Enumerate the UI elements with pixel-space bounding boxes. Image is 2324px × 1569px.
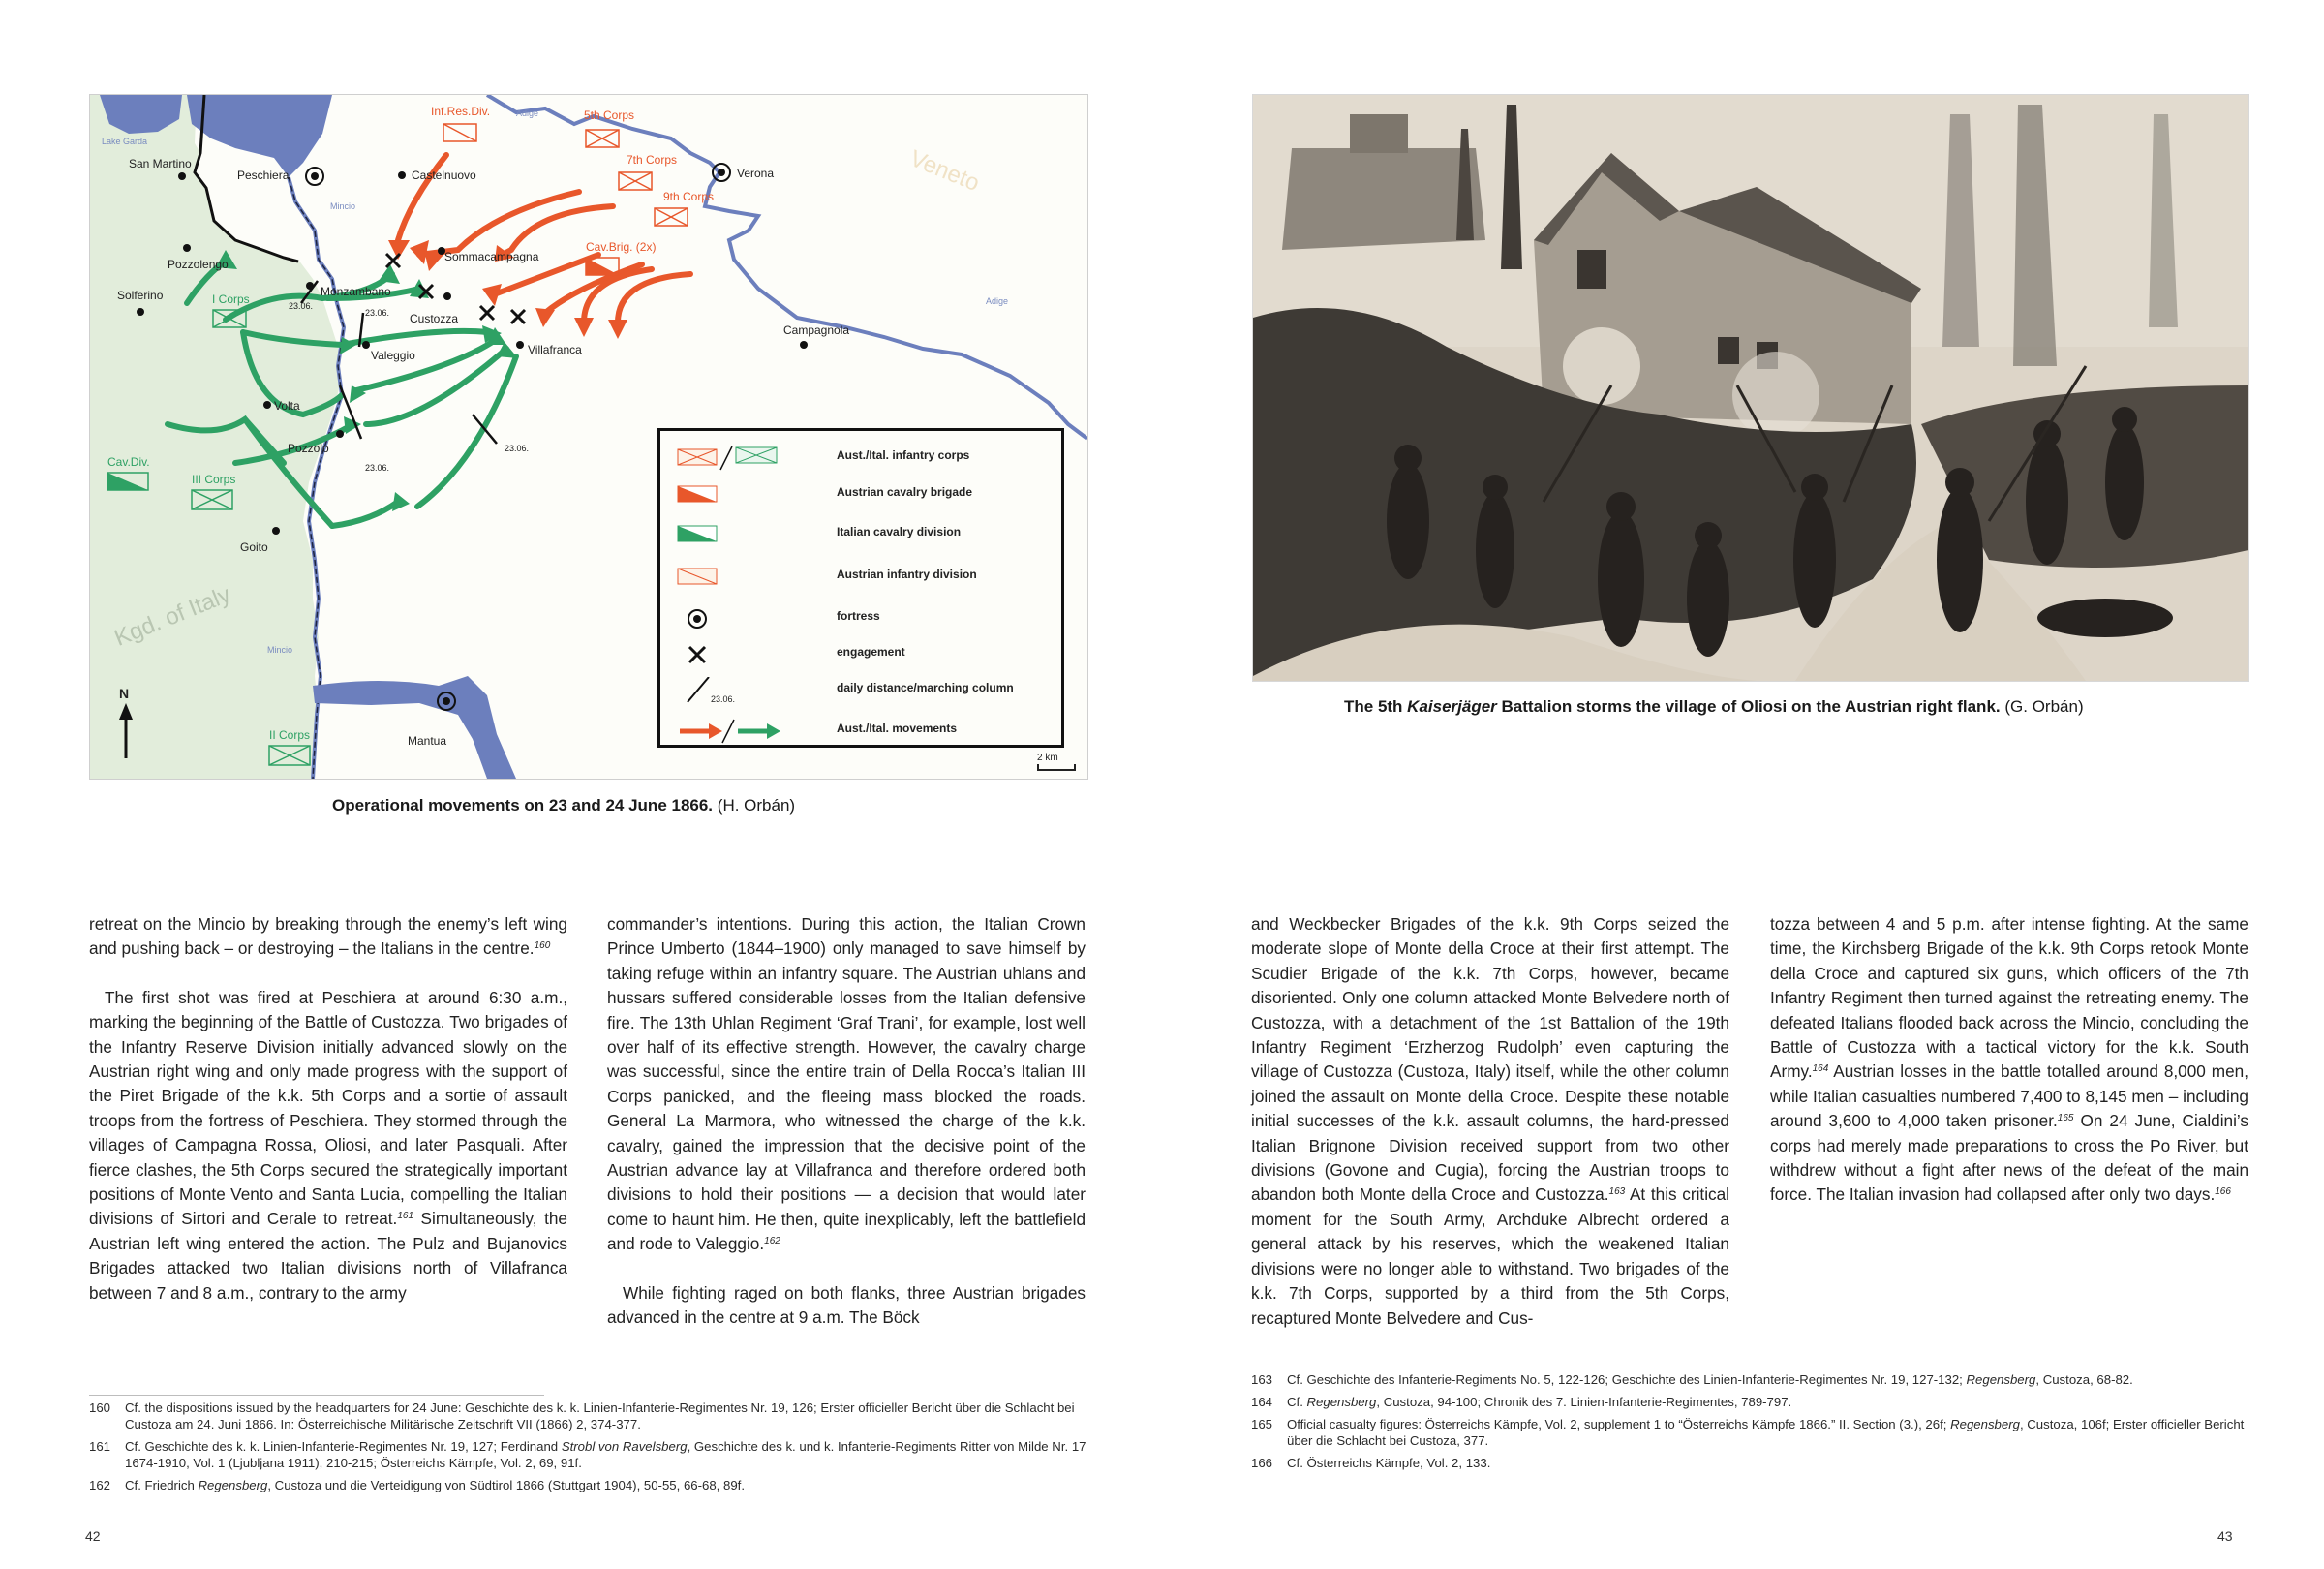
legend-item-engagement <box>660 635 1061 674</box>
paragraph: While fighting raged on both flanks, three Austrian brigades advanced in the centre at 9 a.m. The Böck <box>607 1282 1086 1328</box>
legend-item-cavalry-division <box>660 515 1061 554</box>
footnotes-right <box>1251 1371 2258 1477</box>
legend-item-fortress <box>660 600 1061 638</box>
legend-label: fortress <box>837 609 880 623</box>
legend-date-sample: 23.06. <box>711 694 736 704</box>
right-page <box>1162 0 2324 1569</box>
place-solferino: Solferino <box>117 289 164 302</box>
footnote-166: 166 Cf. Österreichs Kämpfe, Vol. 2, 133. <box>1251 1456 1491 1470</box>
right-column-1 <box>1251 912 1729 1331</box>
footnote-ref[interactable]: 161 <box>397 1211 414 1222</box>
unit-inf-res-div: Inf.Res.Div. <box>431 105 491 118</box>
place-san-martino: San Martino <box>129 157 192 170</box>
legend-label: Austrian cavalry brigade <box>837 485 973 499</box>
footnote-ref[interactable]: 165 <box>2057 1113 2074 1124</box>
place-pozzolo: Pozzolo <box>288 442 329 455</box>
unit-iii-corps: III Corps <box>192 473 236 486</box>
right-column-2 <box>1770 912 2248 1208</box>
battle-painting <box>1252 94 2249 682</box>
place-peschiera: Peschiera <box>237 169 290 182</box>
legend-item-infantry-corps <box>660 439 1061 477</box>
infantry-corps-icon <box>676 445 792 472</box>
paragraph: retreat on the Mincio by breaking through the enemy’s left wing and pushing back – or destroying – the Italians in the centre.$^{160}$ <box>89 914 567 959</box>
unit-7th-corps: 7th Corps <box>627 153 678 167</box>
scale-label: 2 km <box>1037 753 1058 763</box>
date-mark: 23.06. <box>365 308 390 318</box>
paragraph: commander’s intentions. During this action, the Italian Crown Prince Umberto (1844–1900) only managed to save himself by taking refuge within an infantry square. The Austrian uhlans and hussars suffered considerable losses from the Italian defensive fire. The 13th Uhlan Regiment ‘Graf Trani’, for example, lost well over half of its effective strength. However, the cavalry charge was successful, since the entire train of Della Rocca’s Italian III Corps panicked, and the fleeing mass blocked the roads. General La Marmora, who witnessed the charge of the k.k. cavalry, gained the impression that the decisive point of the Austrian advance lay at Villafranca and therefore ordered both divisions to hold their positions — a decision that would later come to haunt him. He then, quite inexplicably, left the battlefield and rode to Valeggio.$^{162}$ <box>607 914 1086 1254</box>
label-lake-garda: Lake Garda <box>102 137 148 146</box>
paragraph: and Weckbecker Brigades of the k.k. 9th Corps seized the moderate slope of Monte della Croce at their first attempt. The Scudier Brigade of the k.k. 7th Corps, however, became disoriented. Only one column attacked Monte Belvedere north of Custozza, with a detachment of the 1st Battalion of the 19th Infantry Regiment ‘Erzherzog Rudolph’ even capturing the village of Custozza (Custoza, Italy) itself, while the other column joined the assault on Monte della Croce. Despite these notable initial successes of the k.k. assault columns, the hard-pressed Italian Brignone Division received support from two other divisions (Govone and Cugia), forcing the Austrian troops to abandon both Monte della Croce and Custozza.$^{163}$ At this critical moment for the South Army, Archduke Albrecht ordered a general attack by his reserves, which the weakened Italian divisions were no longer able to withstand. Two brigades of the k.k. 7th Corps, supported by a third from the 5th Corps, recaptured Monte Belvedere and Cus- <box>1251 914 1729 1328</box>
unit-ii-corps: II Corps <box>269 728 311 742</box>
north-label: N <box>119 686 130 701</box>
date-mark: 23.06. <box>505 444 530 453</box>
place-volta: Volta <box>274 399 300 413</box>
place-sommacampagna: Sommacampagna <box>444 250 539 263</box>
unit-i-corps: I Corps <box>212 292 250 306</box>
painting-caption: The 5th Kaiserjäger Battalion storms the village of Oliosi on the Austrian right flank. (G. Orbán) <box>1344 697 2084 716</box>
place-valeggio: Valeggio <box>371 349 415 362</box>
footnote-ref[interactable]: 160 <box>534 940 551 952</box>
label-mincio: Mincio <box>330 201 356 211</box>
left-column-2 <box>607 912 1086 1331</box>
place-pozzolengo: Pozzolengo <box>168 258 229 271</box>
unit-cav-div: Cav.Div. <box>107 455 150 469</box>
legend-label: Aust./Ital. movements <box>837 722 958 735</box>
map-legend <box>657 428 1064 748</box>
place-verona: Verona <box>737 167 775 180</box>
operational-map <box>89 94 1088 780</box>
legend-item-cavalry-brigade <box>660 476 1061 514</box>
scale-bar <box>1037 753 1076 771</box>
region-veneto: Veneto <box>905 145 984 198</box>
infantry-division-icon <box>676 564 792 591</box>
map-caption-credit: (H. Orbán) <box>717 796 796 815</box>
date-mark: 23.06. <box>365 463 390 473</box>
engagement-icon <box>676 641 792 668</box>
paragraph: tozza between 4 and 5 p.m. after intense fighting. At the same time, the Kirchsberg Brigade of the k.k. 9th Corps retook Monte della Croce and captured six guns, which officers of the 7th Infantry Regiment then turned against the retreating enemy. The defeated Italians flooded back across the Mincio, concluding the Battle of Custozza with a tactical victory for the k.k. South Army.$^{164}$ Austrian losses in the battle totalled around 8,000 men, while Italian casualties numbered 7,400 to 8,145 men – including around 3,600 to 4,000 taken prisoner.$^{165}$ On 24 June, Cialdini’s corps had merely made preparations to cross the Po River, but withdrew without a fight after news of the defeat of the main force. The Italian invasion had collapsed after only two days.$^{166}$ <box>1770 914 2248 1205</box>
movement-arrows-icon <box>676 718 792 745</box>
date-mark: 23.06. <box>289 301 314 311</box>
map-caption <box>332 796 795 815</box>
footnote-162: 162 Cf. Friedrich Regensberg, Custoza und die Verteidigung von Südtirol 1866 (Stuttgart 1904), 50-55, 66-68, 89f. <box>89 1478 746 1492</box>
place-castelnuovo: Castelnuovo <box>412 169 476 182</box>
page-number-right: 43 <box>2217 1528 2233 1544</box>
painting-image <box>1253 95 2248 681</box>
left-column-1 <box>89 912 567 1306</box>
place-villafranca: Villafranca <box>528 343 582 356</box>
footnote-164: 164 Cf. Regensberg, Custoza, 94-100; Chronik des 7. Linien-Infanterie-Regimentes, 789-797. <box>1251 1395 1792 1409</box>
place-custozza: Custozza <box>410 312 459 325</box>
footnote-ref[interactable]: 166 <box>2215 1186 2231 1198</box>
legend-label: Austrian infantry division <box>837 568 977 581</box>
footnote-160: 160 Cf. the dispositions issued by the headquarters for 24 June: Geschichte des k. k. Linien-Infanterie-Regimentes Nr. 19, 126; Erster officieller Bericht über die Schlacht bei Custoza am 24. Juni 1866. In: Österreichische Militärische Zeitschrift VII (1866) 2, 374-377. <box>89 1400 1075 1431</box>
painting-caption-credit: (G. Orbán) <box>2004 697 2084 716</box>
footnote-ref[interactable]: 163 <box>1608 1186 1626 1198</box>
legend-label: Aust./Ital. infantry corps <box>837 448 970 462</box>
page-number-left: 42 <box>85 1528 101 1544</box>
footnote-divider <box>89 1395 544 1396</box>
label-adige-east: Adige <box>986 296 1009 306</box>
footnote-163: 163 Cf. Geschichte des Infanterie-Regiments No. 5, 122-126; Geschichte des Linien-Infanterie-Regimentes Nr. 19, 127-132; Regensberg, Custoza, 68-82. <box>1251 1372 2133 1387</box>
place-campagnola: Campagnola <box>783 323 850 337</box>
label-adige: Adige <box>516 108 539 118</box>
footnote-161: 161 Cf. Geschichte des k. k. Linien-Infanterie-Regimentes Nr. 19, 127; Ferdinand Strobl von Ravelsberg, Geschichte des k. und k. Infanterie-Regiments Ritter von Milde Nr. 17 1674-1910, Vol. 1 (Ljubljana 1911), 210-215; Österreichs Kämpfe, Vol. 2, 69, 91f. <box>89 1439 1086 1470</box>
paragraph: The first shot was fired at Peschiera at around 6:30 a.m., marking the beginning of the Battle of Custozza. Two brigades of the Infantry Reserve Division initially advanced slowly on the Austrian right wing and only made progress with the support of the Piret Brigade of the k.k. 5th Corps and a sortie of assault troops from the fortress of Peschiera. They stormed through the villages of Campagna Rossa, Oliosi, and later Pasquali. After fierce clashes, the 5th Corps secured the strategically important positions of Monte Vento and Santa Lucia, compelling the Italian divisions of Sirtori and Cerale to retreat.$^{161}$ Simultaneously, the Austrian left wing entered the action. The Pulz and Bujanovics Brigades attacked two Italian divisions north of Villafranca between 7 and 8 a.m., contrary to the army <box>89 987 567 1303</box>
footnote-ref[interactable]: 164 <box>1812 1063 1829 1075</box>
fortress-icon <box>676 605 792 632</box>
place-goito: Goito <box>240 540 268 554</box>
legend-label: engagement <box>837 645 905 659</box>
map-caption-title: Operational movements on 23 and 24 June 1866. <box>332 796 714 815</box>
label-mincio-south: Mincio <box>267 645 293 655</box>
legend-item-daily-distance <box>660 671 1061 710</box>
legend-item-movements <box>660 712 1061 751</box>
cavalry-brigade-icon <box>676 481 792 508</box>
unit-5th-corps: 5th Corps <box>584 108 635 122</box>
cavalry-division-icon <box>676 521 792 548</box>
region-kingdom-of-italy: Kgd. of Italy <box>110 581 235 652</box>
place-mantua: Mantua <box>408 734 447 748</box>
legend-item-infantry-division <box>660 558 1061 597</box>
footnote-165: 165 Official casualty figures: Österreichs Kämpfe, Vol. 2, supplement 1 to “Österreichs Kämpfe 1866.” II. Section (3.), 26f; Regensberg, Custoza, 106f; Erster officieller Bericht über die Schlacht bei Custoza, 377. <box>1251 1417 2245 1448</box>
unit-9th-corps: 9th Corps <box>663 190 715 203</box>
footnotes-left <box>89 1400 1096 1499</box>
legend-label: daily distance/marching column <box>837 681 1014 694</box>
place-monzambano: Monzambano <box>321 285 391 298</box>
footnote-ref[interactable]: 162 <box>764 1236 780 1247</box>
legend-label: Italian cavalry division <box>837 525 962 538</box>
unit-cav-brig: Cav.Brig. (2x) <box>586 240 657 254</box>
